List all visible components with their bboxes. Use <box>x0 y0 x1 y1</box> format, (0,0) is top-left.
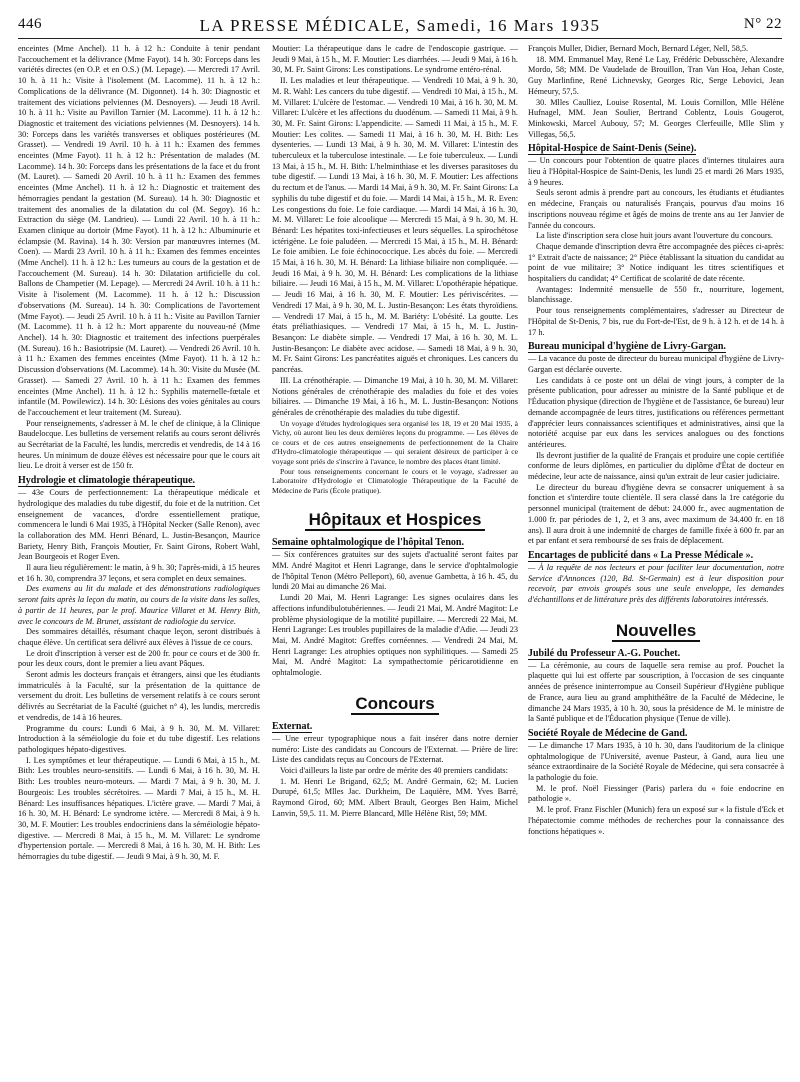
paragraph: — Un concours pour l'obtention de quatre places d'internes titulaires aura lieu à l'Hôpital-Hospice de Saint-Denis, les lundi 25 et mardi 26 Mars 1935, à 9 heures. <box>528 156 784 187</box>
header-rule <box>18 38 782 39</box>
paragraph: Seront admis les docteurs français et étrangers, ainsi que les étudiants immatriculés à la Faculté, sur la présentation de la quittance de versement du droit. Les bulletins de versement relatifs à ce cours seront délivrés au Secrétariat de la Faculté (guichet n° 4), les lundis, mercredis et vendredis, de 14 à 16 heures. <box>18 670 260 722</box>
section-heading: Encartages de publicité dans « La Presse Médicale ». <box>528 549 754 561</box>
paragraph: — Le dimanche 17 Mars 1935, à 10 h. 30, dans l'auditorium de la clinique ophtalmologique de l'Université, avenue Pasteur, à Gand, aura lieu une séance extraordinaire de la Société Royale de Médecine, qui sera consacrée à la pathologie du foie. <box>528 740 784 783</box>
paragraph: Avantages: Indemnité mensuelle de 550 fr., nourriture, logement, blanchissage. <box>528 284 784 305</box>
section-title-hopitaux: Hôpitaux et Hospices <box>272 509 518 531</box>
section-title-nouvelles: Nouvelles <box>528 620 784 642</box>
paragraph: Des examens au lit du malade et des démonstrations radiologiques seront faits après la leçon du matin, au cours de la visite dans les salles, à partir de 11 heures, par le prof. Maurice Villaret et M. Henry Bith, avec le concours de M. Brunet, assistant de radiologie du service. <box>18 584 260 626</box>
paragraph: II. Les maladies et leur thérapeutique. — Vendredi 10 Mai, à 9 h. 30, M. R. Wahl: Les cancers du tube digestif. — Vendredi 10 Mai, à 15 h., M. M. Villaret: L'ulcère de l'estomac. — Vendredi 10 Mai, à 16 h. 30, M. M. Villaret: L'ulcère et les affections du duodénum. — Samedi 11 Mai, à 9 h. 30, M. Fr. Saint Girons: L'appendicite. — Samedi 11 Mai, à 15 h., M. F. Moutier: Les colites. — Samedi 11 Mai, à 16 h. 30, M. H. Bith: Les dysenteries. — Lundi 13 Mai, à 9 h. 30, M. M. Villaret: L'intestin des tuberculeux et la tuberculose intestinale. — Le foie tuberculeux. — Lundi 13 Mai, à 15 h., M. H. Bith: L'helminthiase et les diverses parasitoses du tube digestif. — Lundi 13 Mai, à 16 h. 30, M. F. Moutier: Les affections du rectum et de l'anus. — Mardi 14 Mai, à 9 h. 30, M. Fr. Saint Girons: La syphilis du tube digestif et du foie. — Mardi 14 Mai, à 15 h., M. R. Even: Les congestions du foie. Le foie cardiaque. — Mardi 14 Mai, à 16 h. 30, M. M. Villaret: Le foie alcoolique — Mercredi 15 Mai, à 9 h. 30, M. H. Bénard: Les hépatites toxi-infectieuses et leurs séquelles. La spirochétose ictérigène. Le foie paludéen. — Mercredi 15 Mai, à 15 h., M. H. Bénard: Le foie amibien. Le foie échinococcique. Les abcès du foie. — Mercredi 15 Mai, à 16 h. 30, M. H. Bénard: La lithiase biliaire non compliquée. — Jeudi 16 Mai, à 9 h. 30, M. H. Bénard: Les complications de la lithiase biliaire. — Jeudi 16 Mai, à 15 h., M. M. Villaret: L'opothérapie hépatique. — Jeudi 16 Mai, à 16 h. 30, M. F. Moutier: Les périviscérites. — Vendredi 17 Mai, à 9 h. 30, M. L. Justin-Besançon: Les états thyroïdiens. — Vendredi 17 Mai, à 15 h., M. M. Bariéty: L'obésité. La goutte. Les états préliathiasiques. — Vendredi 17 Mai, à 15 h., M. L. Justin-Besançon: Le diabète simple. — Vendredi 17 Mai, à 16 h. 30, M. L. Justin-Besançon: Le diabète avec acidose. — Samedi 18 Mai, à 9 h. 30, M. Fr. Saint Girons: Les pancréatites aiguës et chroniques. Les cancers du pancréas. <box>272 76 518 375</box>
paragraph: Seuls seront admis à prendre part au concours, les étudiants et étudiantes en médecine, Français ou naturalisés Français, pourvus d'au moins 16 inscriptions nouveau régime et âgés de moins de trente ans au 1er Janvier de l'année du concours. <box>528 188 784 230</box>
column-left <box>18 44 260 1072</box>
paragraph: — À la requête de nos lecteurs et pour faciliter leur documentation, notre Service d'Annonces (120, Bd. St-Germain) est à leur disposition pour recevoir, par envois groupés sous une seule enveloppe, les demandes d'échantillons et de littérature près des différents laboratoires intéressés. <box>528 562 784 605</box>
page-number: 446 <box>18 16 42 32</box>
paragraph: 1. M. Henri Le Brigand, 62,5; M. André Germain, 62; M. Lucien Durupé, 61,5; Mlles Jac. Durkheim, De Laquière, MM. Yves Barré, Raymond Girod, 60; MM. Albert Brault, Georges Ben Haim, Michel Lanvin, 59,5. 11. M. Pierre Blancard, Mlle Hélène Rist, 59; MM. <box>272 776 518 818</box>
section-heading: Semaine ophtalmologique de l'hôpital Tenon. <box>272 537 464 549</box>
paragraph: — Six conférences gratuites sur des sujets d'actualité seront faites par MM. André Magitot et Henri Lagrange, dans le service d'ophtalmologie de l'hôpital Tenon (Métro Pelleport), 60, avenue Gambetta, à 16 h. 45, du lundi 20 Mai au dimanche 26 Mai. <box>272 550 518 592</box>
paragraph: 30. Mlles Caulliez, Louise Rosental, M. Louis Cornillon, Mlle Hélène Hufnagel, MM. Jean Soulier, Bertrand Coblentz, Louis Gougerot, Minkowski, Marcel Aubouy, 57; M. Georges Clerfeuille, Mlle Slim y Villegas, 56,5. <box>528 97 784 139</box>
section-heading: Société Royale de Médecine de Gand. <box>528 727 688 739</box>
column-middle <box>272 44 518 1072</box>
paragraph: Le droit d'inscription à verser est de 200 fr. pour ce cours et de 300 fr. pour les deux cours, dont le premier a lieu avant Pâques. <box>18 648 260 669</box>
paragraph: Chaque demande d'inscription devra être accompagnée des pièces ci-après: 1° Extrait d'acte de naissance; 2° Pièce établissant la situation du candidat au point de vue militaire; 3° Notice indiquant les titres scientifiques et hospitaliers du candidat; 4° Certificat de scolarité de date récente. <box>528 241 784 284</box>
paragraph: Pour renseignements, s'adresser à M. le chef de clinique, à la Clinique Baudelocque. Les bulletins de versement relatifs au cours seront délivrés au Secrétariat de la Faculté, les lundis, mercredis et vendredis, de 14 à 16 heures. Un minimum de douze élèves est nécessaire pour que le cours ait lieu. Le droit à verser est de 150 fr. <box>18 418 260 471</box>
paragraph: enceintes (Mme Anchel). 11 h. à 12 h.: Conduite à tenir pendant l'accouchement et la délivrance (Mme Fayot). 14 h. 30: Forceps dans les variétés directes (en O.P. et en O.S.) (M. Lepage). — Mercredi 17 Avril. 10 h. à 11 h.: Visite à l'isolement (M. Lacomme). 11 h. à 12 h.: Complications de la délivrance (M. Digonnet). 14 h. 30: Diagnostic et traitement des viciations pelviennes (M. Desnoyers). — Jeudi 18 Avril. 10 h. à 11 h.: Visite au Pavillon Tarnier (M. Lacomme). 11 h. à 12 h.: Diagnostic et traitement des viciations pelviennes (M. Desnoyers). 14 h. 30: Forceps dans les variétés transverses et obliques postérieures (M. Grasset). — Vendredi 19 Avril. 10 h. à 11 h.: Examen des femmes enceintes (Mme Fayot). 11 h. à 12 h.: Présentation de malades (M. Lacomme). 14 h. 30: Forceps dans les présentations de la face et du front (M. Lauret). — Samedi 20 Avril. 10 h. à 11 h.: Examen des femmes enceintes (Mme Anchel). 11 h. à 12 h.: Diagnostic et traitement des hémorragies pendant la gestation (M. Sureau). 14 h. 30: Diagnostic et traitement des anomalies de la dilatation du col (M. Segoy). 16 h.: Extraction du siège (M. Landrieu). — Lundi 22 Avril. 10 h. à 11 h.: Examen clinique au dortoir (Mme Fayot). 11 h. à 12 h.: Albuminurie et éclampsie (M. Ravina). 14 h. 30: Version par manœuvres internes (M. Coen). — Mardi 23 Avril. 10 h. à 11 h.: Examen des femmes enceintes (Mme Anchel). 11 h. à 12 h.: Les tumeurs au cours de la gestation et de l'accouchement (M. Sureau). 14 h. 30: Dilatation artificielle du col. Ballons de Champetier (M. Lepage). — Mercredi 24 Avril. 10 h. à 11 h.: Visite à l'isolement (M. Lacomme). 11 h. à 12 h.: Discussion d'observations (M. Sureau). 14 h. 30: Complications de l'avortement (Mme Fayot). — Jeudi 25 Avril. 10 h. à 11 h.: Visite au Pavillon Tarnier (M. Lacomme). 11 h. à 12 h.: Mort apparente du nouveau-né (Mme Anchel). 14 h. 30: Diagnostic et traitement des infections puerpérales (M. Sureau). 16 h.: Basiotripsie (M. Lauret). — Vendredi 26 Avril. 10 h. à 11 h.: Examen des femmes enceintes (Mme Fayot). 11 h. à 12 h.: Discussion d'observations (M. Lacomme). 14 h. 30: Visite du Musée (M. Grasset). — Samedi 27 Avril. 10 h. à 11 h.: Examen des femmes enceintes (Mme Anchel). 11 h. à 12 h.: Syphilis maternelle-fœtale et infantile (M. Powilewicz). 14 h. 30: Lésions des voies génitales au cours de l'accouchement et leur traitement (M. Sureau). <box>18 44 260 417</box>
paragraph: Des sommaires détaillés, résumant chaque leçon, seront distribués à chaque élève. Un certificat sera délivré aux élèves à l'issue de ce cours. <box>18 627 260 647</box>
paragraph: Voici d'ailleurs la liste par ordre de mérite des 40 premiers candidats: <box>280 765 508 775</box>
section-heading: Hôpital-Hospice de Saint-Denis (Seine). <box>528 143 697 155</box>
column-right <box>528 44 784 1072</box>
section-heading: Hydrologie et climatologie thérapeutique. <box>18 475 196 487</box>
paragraph: Pour tous renseignements concernant le cours et le voyage, s'adresser au Laboratoire d'Hydrologie et Climatologie Thérapeutique de la Faculté de Médecine de Paris (École pratique). <box>272 466 518 495</box>
section-heading: Jubilé du Professeur A.-G. Pouchet. <box>528 647 681 659</box>
paragraph: Lundi 20 Mai, M. Henri Lagrange: Les signes oculaires dans les affections infundibulotubériennes. — Jeudi 21 Mai, M. André Magitot: Le problème physiologique de la motilité pupillaire. — Mercredi 22 Mai, M. Henri Lagrange: Les troubles pupillaires de la maladie d'Adie. — Jeudi 23 Mai, M. André Magitot: Greffes cornéennes. — Vendredi 24 Mai, M. Henri Lagrange: Les atrophies optiques non syphilitiques. — Samedi 25 Mai, M. André Magitot: La sympathectomie péricarotidienne en ophtalmologie. <box>272 593 518 678</box>
paragraph: Programme du cours: Lundi 6 Mai, à 9 h. 30, M. M. Villaret: Introduction à la séméiologie du foie et du tube digestif. Les relations pathologiques hépato-digestives. <box>18 723 260 754</box>
paragraph: — 43e Cours de perfectionnement: La thérapeutique médicale et hydrologique des maladies du tube digestif, du foie et de la nutrition. Cet enseignement de vacances, d'ordre essentiellement pratique, commencera le lundi 6 Mai 1935, à l'Hôpital Necker (Salle Renon), avec la collaboration des MM. Henri Bénard, L. Justin-Besançon, Maurice Bariety, Henry Bith, François Moutier, Fr. Saint Girons, Robert Wahl, Jean Bourgeois et Roger Even. <box>18 488 260 562</box>
paragraph: M. le prof. Noël Fiessinger (Paris) parlera du « foie endocrine en pathologie ». <box>528 783 784 804</box>
paragraph: Moutier: La thérapeutique dans le cadre de l'endoscopie gastrique. — Jeudi 9 Mai, à 15 h., M. F. Moutier: Les diarrhées. — Jeudi 9 Mai, à 16 h. 30, M. Fr. Saint Girons: Les constipations. Le syndrome entéro-rénal. <box>272 44 518 75</box>
paragraph: I. Les symptômes et leur thérapeutique. — Lundi 6 Mai, à 15 h., M. Bith: Les troubles neuro-sensitifs. — Lundi 6 Mai, à 16 h. 30, M. H. Bith: Les troubles neuro-moteurs. — Mardi 7 Mai, à 9 h. 30, M. J. Bourgeois: Les troubles sécrétoires. — Mardi 7 Mai, à 15 h., M. H. Bénard: Les insuffisances hépatiques. L'ictère grave. — Mardi 7 Mai, à 16 h. 30, M. H. Bénard: Le syndrome ictère. — Mercredi 8 Mai, à 9 h. 30, M. F. Moutier: Les troubles endocriniens dans la séméiologie hépato-digestive. — Mercredi 8 Mai, à 15 h., M. M. Villaret: Le syndrome d'hypertension portale. — Mercredi 8 Mai, à 16 h. 30, M. H. Bith: Les hémorragies du tube digestif. — Jeudi 9 Mai, à 9 h. 30, M. F. <box>18 755 260 862</box>
paragraph: François Muller, Didier, Bernard Moch, Bernard Léger, Nell, 58,5. <box>528 44 749 53</box>
paragraph: Le directeur du bureau d'hygiène devra se consacrer uniquement à sa fonction et s'interdire toute clientèle. Il sera classé dans la 1re catégorie du personnel municipal (traitement de début: 24.000 fr., avec augmentation de 1.000 fr. par périodes de 1, 2, et 3 ans, avec maximum de 34.400 fr. en 18 ans). Il aura droit à une indemnité de charges de famille fixée à 600 fr. par an et par enfant et sera remboursé de ses frais de déplacement. <box>528 482 784 546</box>
paragraph: — Une erreur typographique nous a fait insérer dans notre dernier numéro: Liste des candidats au Concours de l'Externat. — Prière de lire: Liste des candidats reçus au Concours de l'Externat. <box>272 733 518 765</box>
issue-number: N° 22 <box>743 16 782 32</box>
paragraph: — La vacance du poste de directeur du bureau municipal d'hygiène de Livry-Gargan est déclarée ouverte. <box>528 354 784 374</box>
paragraph: 18. MM. Emmanuel May, René Le Lay, Frédéric Debusschère, Alexandre Mordo, 58; MM. De Vaudelade de Brouillon, Tran Van Hoa, Jehan Coste, Guy Marlinfine, René Lichnevsky, Georges Ric, Serge Lebovici, Jean Hémeury, 57,5. <box>528 54 784 96</box>
paragraph: Ils devront justifier de la qualité de Français et produire une copie certifiée conforme de leurs diplômes, en particulier du diplôme d'État de docteur en médecine, leur acte de naissance, ainsi qu'un extrait de leur casier judiciaire. <box>528 450 784 482</box>
section-heading: Bureau municipal d'hygiène de Livry-Gargan. <box>528 341 726 353</box>
paragraph: M. le prof. Franz Fischler (Munich) fera un exposé sur « la fistule d'Eck et l'hépatectomie comme méthodes de recherches pour la connaissance des fonctions hépatiques ». <box>528 805 784 836</box>
section-heading: Externat. <box>272 720 313 732</box>
paragraph: Pour tous renseignements complémentaires, s'adresser au Directeur de l'Hôpital de St-Denis, 7 bis, rue du Fort-de-l'Est, de 9 h. à 12 h. et de 14 h. à 17 h. <box>528 306 784 337</box>
page-header <box>18 16 782 38</box>
paragraph: — La cérémonie, au cours de laquelle sera remise au prof. Pouchet la plaquette qui lui est offerte par souscription, à l'occasion de ses cinquante années de présence ininterrompue au Conseil Supérieur d'Hygiène publique de France, aura lieu au grand amphithéâtre de la Faculté de Médecine, le dimanche 24 Mars 1935, à 10 h. 30, sous la présidence de M. le ministre de la Santé publique et de l'Éducation physique (Tenue de ville). <box>528 660 784 724</box>
journal-title: LA PRESSE MÉDICALE, Samedi, 16 Mars 1935 <box>199 16 601 35</box>
paragraph: Un voyage d'études hydrologiques sera organisé les 18, 19 et 20 Mai 1935, à Vichy, où auront lieu les deux dernières leçons du programme. — Les élèves de ce cours et de ces autres enseignements de perfectionnement de la Chaire d'Hydro-climatologie thérapeutique — qui seraient désireux de participer à ce voyage sont priés de s'inscrire à l'avance, le nombre des places étant limité. <box>272 418 518 466</box>
paragraph: III. La crénothérapie. — Dimanche 19 Mai, à 10 h. 30, M. M. Villaret: Notions générales de crénothérapie des maladies du foie et des voies biliaires. — Dimanche 19 Mai, à 16 h., M. L. Justin-Besançon: Notions générales de crénothérapie des maladies du tube digestif. <box>272 375 518 417</box>
paragraph: La liste d'inscription sera close huit jours avant l'ouverture du concours. <box>536 231 773 241</box>
section-title-concours: Concours <box>272 693 518 715</box>
paragraph: Les candidats à ce poste ont un délai de vingt jours, à compter de la présente publication, pour adresser au ministre de la Santé publique et de l'Éducation physique (direction de l'hygiène et de l'assistance, 6e bureau) leur demande accompagnée de leurs titres, justifications ou références permettant d'apprécier leurs connaissances scientifiques et administratives, ainsi que la notoriété acquise par eux dans les services analogues ou des fonctions antérieures. <box>528 375 784 449</box>
paragraph: Il aura lieu régulièrement: le matin, à 9 h. 30; l'après-midi, à 15 heures et 16 h. 30, comprendra 37 leçons, et sera complet en deux semaines. <box>18 563 260 583</box>
